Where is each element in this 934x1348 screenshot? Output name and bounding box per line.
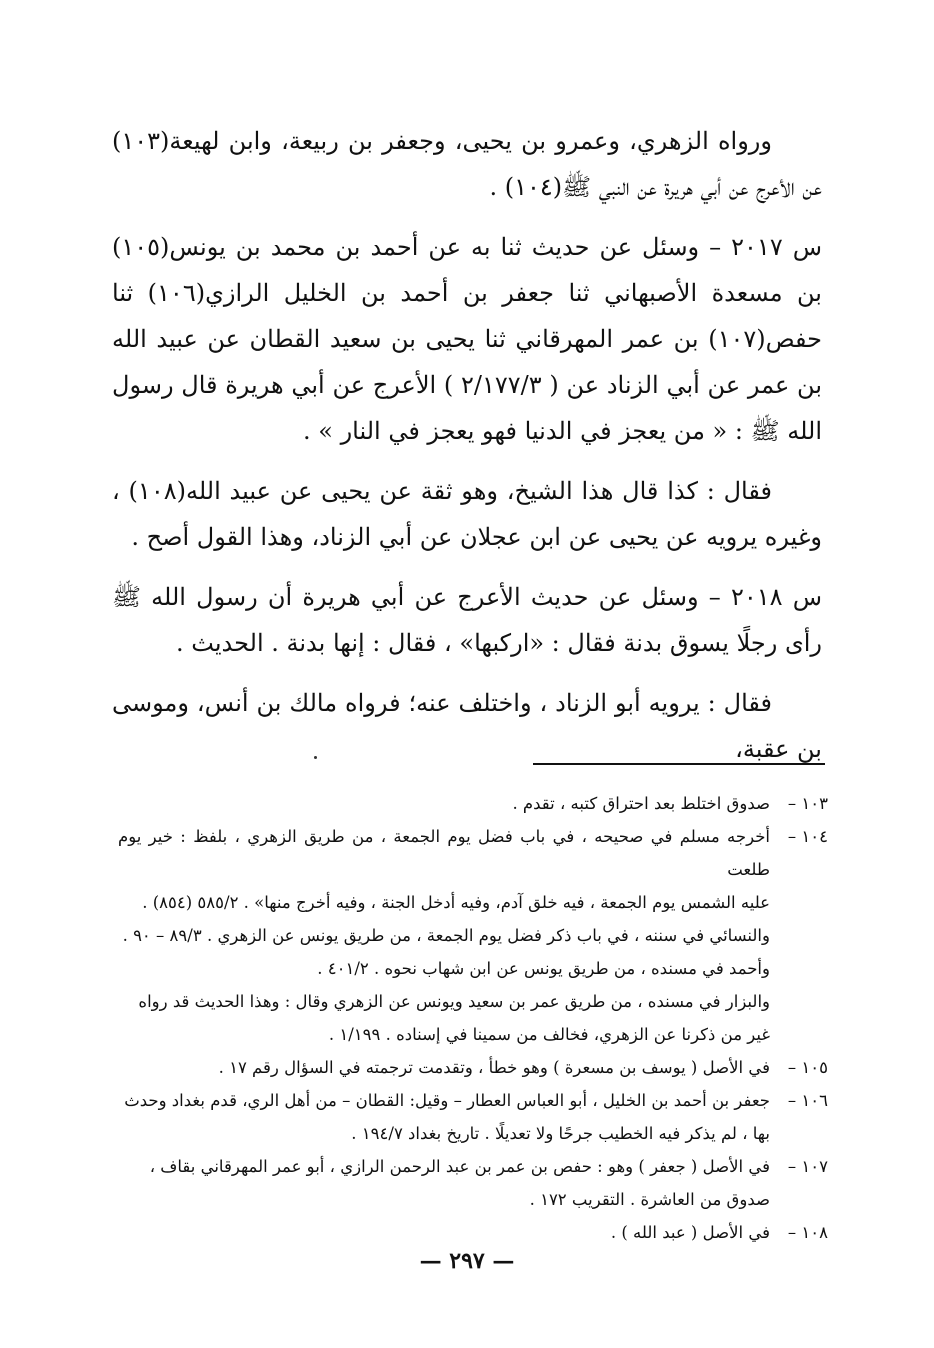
footnote-line: والنسائي في سننه ، في باب ذكر فضل يوم الجمعة ، من طريق يونس عن الزهري . ٨٩/٣ – ٩٠ . (122, 926, 770, 945)
stray-dot-mark (314, 756, 317, 759)
text-line: عمر المهرقاني ثنا يحيى بن سعيد القطان عن عبيد الله بن عمر عن أبي الزناد عن (112, 325, 822, 399)
footnote-line: جعفر بن أحمد بن الخليل ، أبو العباس العطار – وقيل: القطان – من أهل الري، قدم بغداد وحدث (124, 1091, 770, 1110)
text-line: مسعدة الأصبهاني ثنا جعفر بن أحمد بن الخليل الرازي(١٠٦) ثنا حفص(١٠٧) بن (112, 279, 822, 353)
footnote-line: صدوق من العاشرة . التقريب ١٧٢ . (529, 1190, 770, 1209)
footnote-number: ١٠٦ – (787, 1091, 828, 1110)
paragraph-question-2018 (112, 574, 822, 666)
footnote-line: والبزار في مسنده ، من طريق عمر بن سعيد ويونس عن الزهري وقال : وهذا الحديث قد رواه (138, 992, 770, 1011)
footnote-line: وأحمد في مسنده ، من طريق يونس عن ابن شهاب نحوه . ٤٠١/٢ . (317, 959, 770, 978)
footnote-line: بها ، لم يذكر فيه الخطيب جرحًا ولا تعديلًا . تاريخ بغداد ١٩٤/٧ . (351, 1124, 770, 1143)
footnote-108 (118, 1216, 828, 1249)
footnote-number: ١٠٧ – (787, 1157, 828, 1176)
footnote-line: غير من ذكرنا عن الزهري، فخالف من سمينا في إسناده . ١/١٩٩ . (328, 1025, 770, 1044)
footnote-text (118, 1216, 770, 1249)
footnote-line: في الأصل ( عبد الله ) . (610, 1223, 770, 1242)
text-line: فقال : كذا قال هذا الشيخ، وهو ثقة عن يحيى عن عبيد الله(١٠٨) ، وغيره (112, 477, 822, 551)
footnote-number: ١٠٨ – (787, 1223, 828, 1242)
text-line: رأى رجلًا يسوق بدنة فقال : «اركبها» ، فقال : إنها بدنة . الحديث . (176, 629, 822, 657)
page-number: — ٢٩٧ — (419, 1248, 515, 1274)
text-line: س ٢٠١٨ – وسئل عن حديث الأعرج عن أبي هريرة أن رسول الله ﷺ (112, 583, 822, 611)
footnote-divider (533, 763, 825, 765)
footnote-text (118, 820, 770, 1051)
footnote-text (118, 1084, 770, 1150)
footnote-number: ١٠٣ – (787, 794, 828, 813)
footnote-105 (118, 1051, 828, 1084)
footnote-text (118, 1150, 770, 1216)
text-line: الأعرج عن أبي هريرة عن النبي ﷺ(١٠٤) . (489, 173, 795, 201)
footnote-number: ١٠٥ – (787, 1058, 828, 1077)
footnote-text (118, 787, 770, 820)
paragraph-answer-2017 (112, 468, 822, 560)
text-line: يرويه عن يحيى عن ابن عجلان عن أبي الزناد، وهذا القول أصح . (131, 523, 758, 551)
footnote-103 (118, 787, 828, 820)
paragraph-question-2017 (112, 224, 822, 454)
footnote-text (118, 1051, 770, 1084)
footnote-106 (118, 1084, 828, 1150)
footnote-line: في الأصل ( جعفر ) وهو : حفص بن عمر بن عبد الرحمن الرازي ، أبو عمر المهرقاني بقاف ، (149, 1157, 770, 1176)
paragraph-answer-2018 (112, 680, 822, 772)
footnote-number: ١٠٤ – (787, 827, 828, 846)
main-text-body (112, 118, 822, 786)
text-line: س ٢٠١٧ – وسئل عن حديث ثنا به عن أحمد بن محمد بن يونس(١٠٥) بن (112, 233, 822, 307)
footnote-107 (118, 1150, 828, 1216)
footnotes-section (118, 787, 828, 1249)
text-line: ورواه الزهري، وعمرو بن يحيى، وجعفر بن ربيعة، وابن لهيعة(١٠٣) عن (112, 127, 822, 201)
footnote-line: صدوق اختلط بعد احتراق كتبه ، تقدم . (512, 794, 770, 813)
footnote-line: أخرجه مسلم في صحيحه ، في باب فضل يوم الجمعة ، من طريق الزهري ، بلفظ : خير يوم طلعت (118, 827, 770, 879)
footnote-line: عليه الشمس يوم الجمعة ، فيه خلق آدم، وفيه أدخل الجنة ، وفيه أخرج منها» . ٥٨٥/٢ (٨٥٤) . (142, 893, 770, 912)
text-line: فقال : يرويه أبو الزناد ، واختلف عنه؛ فرواه مالك بن أنس، وموسى بن عقبة، (112, 689, 822, 763)
text-line: فهو يعجز في النار » . (303, 417, 517, 445)
text-line: ( ٢/١٧٧/٣ ) الأعرج عن أبي هريرة قال رسول الله ﷺ : « من يعجز في الدنيا (112, 371, 822, 445)
footnote-line: في الأصل ( يوسف بن مسعرة ) وهو خطأ ، وتقدمت ترجمته في السؤال رقم ١٧ . (218, 1058, 770, 1077)
paragraph-narration (112, 118, 822, 210)
footnote-104 (118, 820, 828, 1051)
